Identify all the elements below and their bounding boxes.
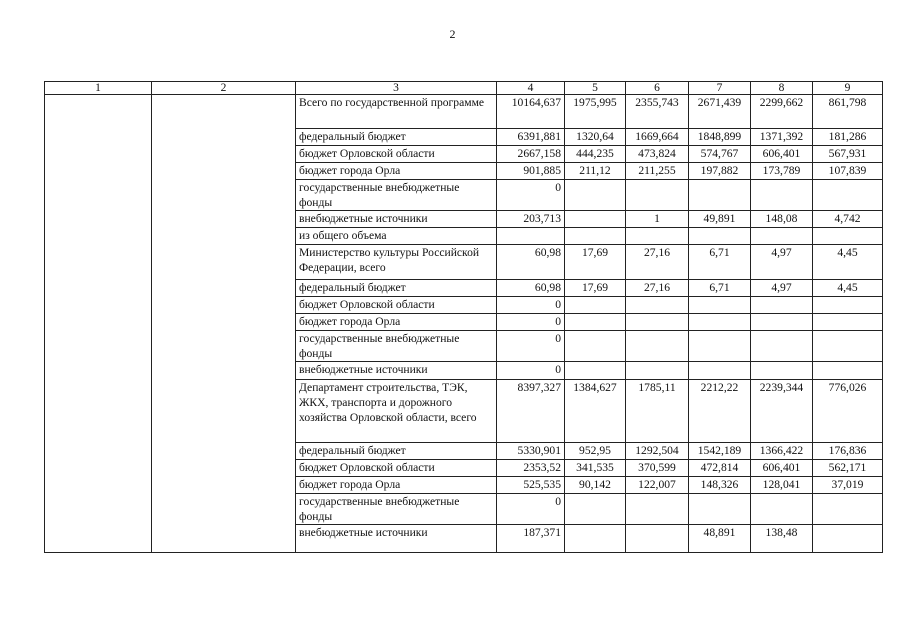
value-cell: 107,839 (813, 163, 883, 180)
row-label: внебюджетные источники (296, 362, 497, 380)
value-cell: 187,371 (497, 525, 565, 553)
row-label: бюджет Орловской области (296, 460, 497, 477)
value-cell (751, 494, 813, 525)
row-label: государственные внебюджетные фонды (296, 494, 497, 525)
value-cell: 6,71 (689, 245, 751, 280)
value-cell (813, 228, 883, 245)
second-column-cell (152, 95, 296, 553)
column-header: 4 (497, 82, 565, 95)
value-cell (689, 494, 751, 525)
value-cell (689, 297, 751, 314)
value-cell: 138,48 (751, 525, 813, 553)
value-cell: 10164,637 (497, 95, 565, 129)
value-cell (626, 362, 689, 380)
value-cell (751, 180, 813, 211)
value-cell: 473,824 (626, 146, 689, 163)
value-cell: 211,12 (565, 163, 626, 180)
value-cell (689, 314, 751, 331)
value-cell (813, 331, 883, 362)
value-cell: 4,45 (813, 245, 883, 280)
column-header: 5 (565, 82, 626, 95)
value-cell: 606,401 (751, 146, 813, 163)
value-cell (626, 525, 689, 553)
value-cell: 2355,743 (626, 95, 689, 129)
value-cell: 606,401 (751, 460, 813, 477)
column-header: 7 (689, 82, 751, 95)
value-cell (751, 228, 813, 245)
value-cell: 952,95 (565, 443, 626, 460)
row-label: бюджет Орловской области (296, 297, 497, 314)
column-header: 3 (296, 82, 497, 95)
value-cell: 128,041 (751, 477, 813, 494)
value-cell (626, 297, 689, 314)
row-label: бюджет Орловской области (296, 146, 497, 163)
value-cell: 1292,504 (626, 443, 689, 460)
value-cell (813, 180, 883, 211)
value-cell: 472,814 (689, 460, 751, 477)
column-header: 2 (152, 82, 296, 95)
value-cell: 574,767 (689, 146, 751, 163)
column-header: 6 (626, 82, 689, 95)
value-cell: 1366,422 (751, 443, 813, 460)
value-cell: 2353,52 (497, 460, 565, 477)
value-cell (565, 211, 626, 228)
value-cell (813, 362, 883, 380)
value-cell (813, 314, 883, 331)
header-row (45, 82, 883, 95)
value-cell: 2671,439 (689, 95, 751, 129)
value-cell (565, 180, 626, 211)
value-cell: 2212,22 (689, 380, 751, 443)
value-cell: 861,798 (813, 95, 883, 129)
value-cell: 4,45 (813, 280, 883, 297)
value-cell (626, 314, 689, 331)
value-cell (751, 331, 813, 362)
value-cell (689, 362, 751, 380)
value-cell: 0 (497, 314, 565, 331)
value-cell: 60,98 (497, 280, 565, 297)
value-cell: 2239,344 (751, 380, 813, 443)
value-cell: 27,16 (626, 245, 689, 280)
column-header: 1 (45, 82, 152, 95)
row-label: бюджет города Орла (296, 314, 497, 331)
value-cell: 0 (497, 331, 565, 362)
value-cell (565, 228, 626, 245)
value-cell: 1848,899 (689, 129, 751, 146)
value-cell: 37,019 (813, 477, 883, 494)
row-label: Министерство культуры Российской Федерации, всего (296, 245, 497, 280)
value-cell: 444,235 (565, 146, 626, 163)
table-row (45, 95, 883, 129)
value-cell (813, 494, 883, 525)
row-label: федеральный бюджет (296, 280, 497, 297)
value-cell: 1320,64 (565, 129, 626, 146)
column-header: 8 (751, 82, 813, 95)
value-cell (497, 228, 565, 245)
row-label: бюджет города Орла (296, 163, 497, 180)
value-cell: 5330,901 (497, 443, 565, 460)
value-cell: 567,931 (813, 146, 883, 163)
value-cell: 173,789 (751, 163, 813, 180)
value-cell: 6,71 (689, 280, 751, 297)
row-label: из общего объема (296, 228, 497, 245)
first-column-cell (45, 95, 152, 553)
value-cell: 4,97 (751, 245, 813, 280)
value-cell (626, 180, 689, 211)
value-cell: 2299,662 (751, 95, 813, 129)
row-label: Всего по государственной программе (296, 95, 497, 129)
value-cell: 1371,392 (751, 129, 813, 146)
value-cell: 0 (497, 297, 565, 314)
value-cell: 211,255 (626, 163, 689, 180)
value-cell: 1669,664 (626, 129, 689, 146)
value-cell: 60,98 (497, 245, 565, 280)
value-cell (689, 228, 751, 245)
value-cell (626, 494, 689, 525)
value-cell: 181,286 (813, 129, 883, 146)
row-label: государственные внебюджетные фонды (296, 331, 497, 362)
value-cell (565, 362, 626, 380)
row-label: бюджет города Орла (296, 477, 497, 494)
value-cell: 203,713 (497, 211, 565, 228)
value-cell (689, 331, 751, 362)
value-cell: 197,882 (689, 163, 751, 180)
value-cell: 562,171 (813, 460, 883, 477)
row-label: государственные внебюджетные фонды (296, 180, 497, 211)
row-label: федеральный бюджет (296, 443, 497, 460)
value-cell: 901,885 (497, 163, 565, 180)
value-cell: 1384,627 (565, 380, 626, 443)
value-cell: 370,599 (626, 460, 689, 477)
budget-table (44, 81, 883, 553)
value-cell (689, 180, 751, 211)
value-cell: 4,742 (813, 211, 883, 228)
value-cell: 90,142 (565, 477, 626, 494)
value-cell: 148,326 (689, 477, 751, 494)
value-cell: 1 (626, 211, 689, 228)
value-cell: 0 (497, 494, 565, 525)
value-cell (565, 494, 626, 525)
value-cell (751, 314, 813, 331)
page-number: 2 (449, 27, 456, 41)
value-cell (813, 525, 883, 553)
value-cell: 1785,11 (626, 380, 689, 443)
value-cell: 17,69 (565, 280, 626, 297)
table-body (45, 82, 883, 553)
value-cell (626, 331, 689, 362)
row-label: внебюджетные источники (296, 211, 497, 228)
row-label: федеральный бюджет (296, 129, 497, 146)
value-cell: 27,16 (626, 280, 689, 297)
value-cell (751, 362, 813, 380)
column-header: 9 (813, 82, 883, 95)
value-cell: 176,836 (813, 443, 883, 460)
value-cell: 6391,881 (497, 129, 565, 146)
value-cell (626, 228, 689, 245)
value-cell: 1975,995 (565, 95, 626, 129)
row-label: Департамент строительства, ТЭК, ЖКХ, транспорта и дорожного хозяйства Орловской области, всего (296, 380, 497, 443)
value-cell: 525,535 (497, 477, 565, 494)
value-cell (565, 331, 626, 362)
value-cell (565, 525, 626, 553)
value-cell: 148,08 (751, 211, 813, 228)
value-cell: 17,69 (565, 245, 626, 280)
value-cell (565, 297, 626, 314)
value-cell: 0 (497, 362, 565, 380)
value-cell: 2667,158 (497, 146, 565, 163)
value-cell (565, 314, 626, 331)
row-label: внебюджетные источники (296, 525, 497, 553)
value-cell: 122,007 (626, 477, 689, 494)
value-cell: 341,535 (565, 460, 626, 477)
value-cell: 49,891 (689, 211, 751, 228)
value-cell: 4,97 (751, 280, 813, 297)
value-cell (813, 297, 883, 314)
value-cell: 48,891 (689, 525, 751, 553)
value-cell: 776,026 (813, 380, 883, 443)
value-cell (751, 297, 813, 314)
value-cell: 1542,189 (689, 443, 751, 460)
value-cell: 8397,327 (497, 380, 565, 443)
value-cell: 0 (497, 180, 565, 211)
